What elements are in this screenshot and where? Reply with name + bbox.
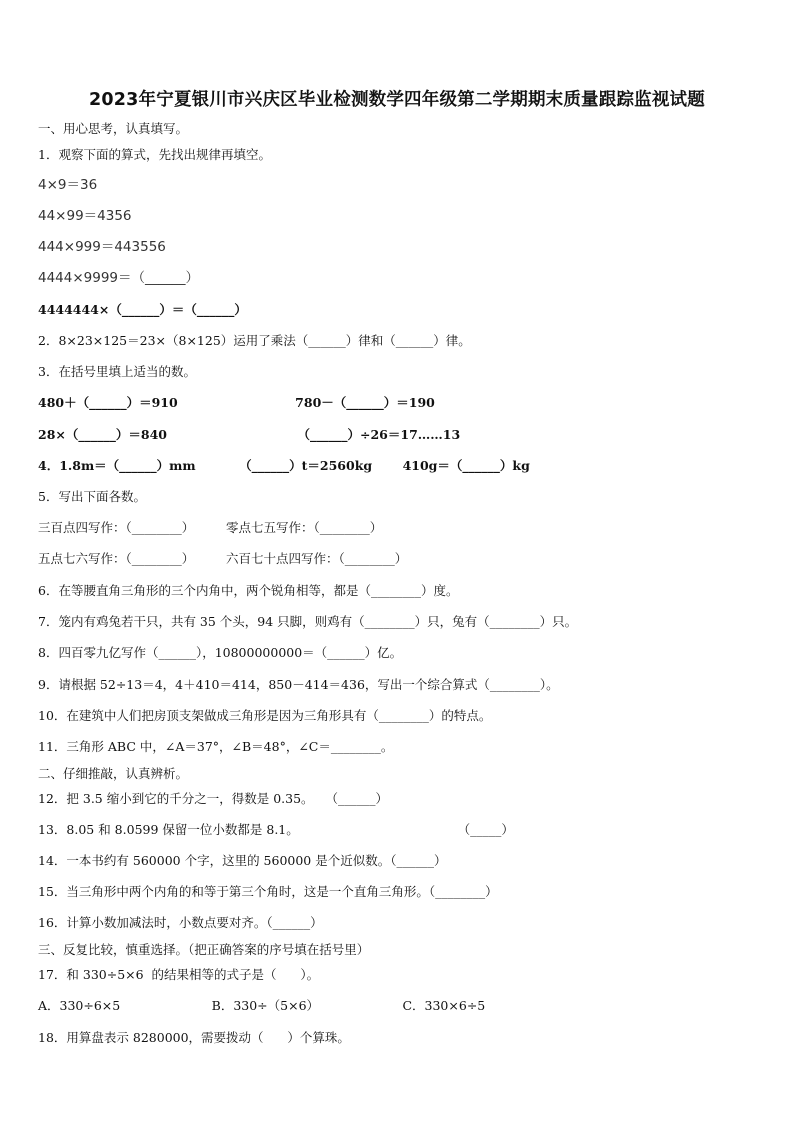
question-3-row: 28×（______）＝840 （______）÷26＝17……13 bbox=[38, 427, 461, 442]
question-7: 7．笼内有鸡兔若干只，共有 35 个头，94 只脚，则鸡有（________）只，兔有（________）只。 bbox=[38, 614, 578, 629]
question-2: 2．8×23×125＝23×（8×125）运用了乘法（______）律和（______）律。 bbox=[38, 333, 471, 348]
question-16: 16．计算小数加减法时，小数点要对齐。（______） bbox=[38, 915, 323, 930]
question-5-row: 五点七六写作：（________） 六百七十点四写作：（________） bbox=[38, 551, 408, 566]
section-3-heading: 三、反复比较，慎重选择。（把正确答案的序号填在括号里） bbox=[38, 942, 370, 957]
question-17-options: A．330÷6×5 B．330÷（5×6） C．330×6÷5 bbox=[38, 998, 486, 1013]
equation-line: 4444×9999＝（______） bbox=[38, 270, 200, 286]
question-12: 12．把 3.5 缩小到它的千分之一，得数是 0.35。 （______） bbox=[38, 791, 388, 806]
equation-line: 4×9＝36 bbox=[38, 177, 98, 193]
question-1: 1．观察下面的算式，先找出规律再填空。 bbox=[38, 147, 271, 162]
question-6: 6．在等腰直角三角形的三个内角中，两个锐角相等，都是（________）度。 bbox=[38, 583, 459, 598]
question-11: 11．三角形 ABC 中，∠A＝37°，∠B＝48°，∠C＝________。 bbox=[38, 739, 394, 754]
question-4: 4．1.8m＝（______）mm （______）t＝2560kg 410g＝（______）kg bbox=[38, 458, 530, 473]
question-5-row: 三百点四写作：（________） 零点七五写作：（________） bbox=[38, 520, 383, 535]
question-13: 13．8.05 和 8.0599 保留一位小数都是 8.1。 （_____） bbox=[38, 822, 514, 837]
question-9: 9．请根据 52÷13＝4，4＋410＝414，850－414＝436，写出一个综合算式（________）。 bbox=[38, 677, 559, 692]
question-10: 10．在建筑中人们把房顶支架做成三角形是因为三角形具有（________）的特点。 bbox=[38, 708, 492, 723]
question-8: 8．四百零九亿写作（______），10800000000＝（______）亿。 bbox=[38, 645, 403, 660]
equation-line: 44×99＝4356 bbox=[38, 208, 132, 224]
equation-line: 4444444×（______）＝（______） bbox=[38, 302, 247, 317]
question-18: 18．用算盘表示 8280000，需要拨动（ ）个算珠。 bbox=[38, 1030, 350, 1045]
equation-line: 444×999＝443556 bbox=[38, 239, 166, 255]
section-2-heading: 二、仔细推敲，认真辨析。 bbox=[38, 766, 189, 781]
question-17: 17．和 330÷5×6 的结果相等的式子是（ ）。 bbox=[38, 967, 320, 982]
section-1-heading: 一、用心思考，认真填写。 bbox=[38, 121, 189, 136]
question-3-row: 480＋（______）＝910 780－（______）＝190 bbox=[38, 395, 435, 410]
question-14: 14．一本书约有 560000 个字，这里的 560000 是个近似数。（______） bbox=[38, 853, 447, 868]
question-5: 5．写出下面各数。 bbox=[38, 489, 146, 504]
question-15: 15．当三角形中两个内角的和等于第三个角时，这是一个直角三角形。（________） bbox=[38, 884, 498, 899]
question-3: 3．在括号里填上适当的数。 bbox=[38, 364, 196, 379]
exam-title: 2023年宁夏银川市兴庆区毕业检测数学四年级第二学期期末质量跟踪监视试题 bbox=[89, 90, 705, 110]
